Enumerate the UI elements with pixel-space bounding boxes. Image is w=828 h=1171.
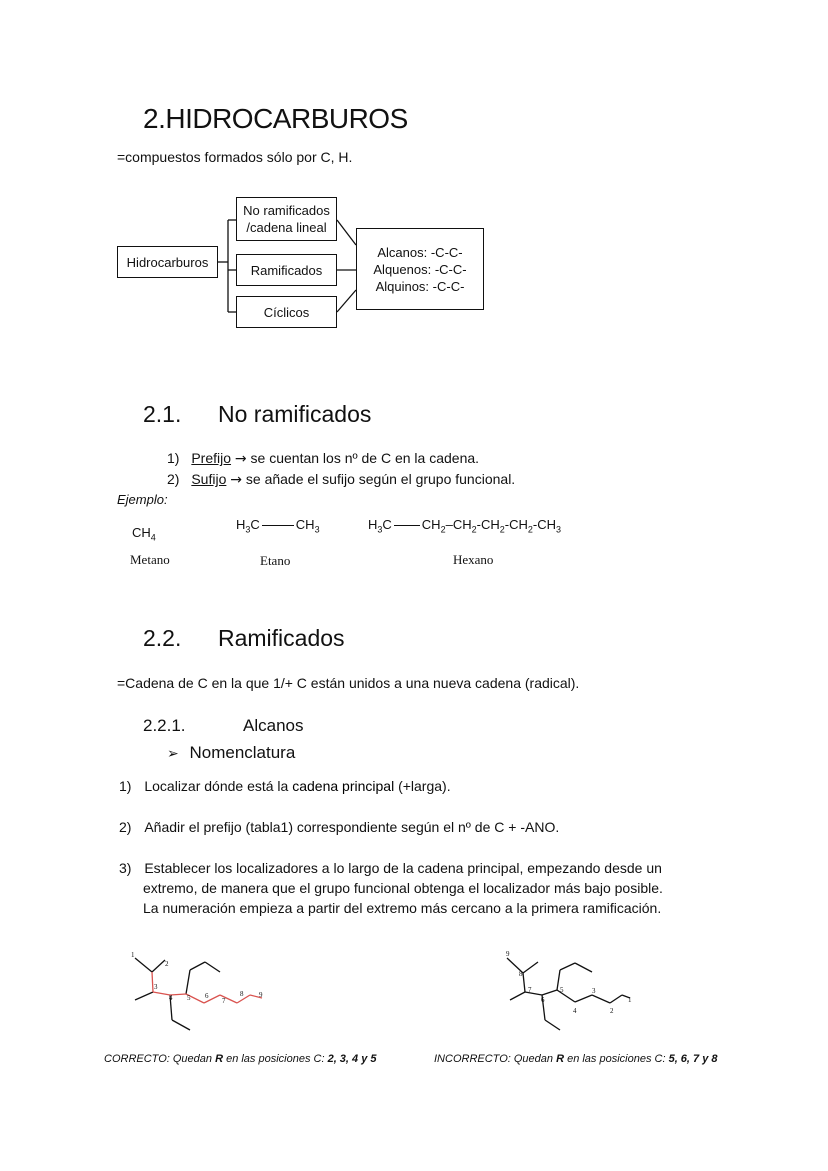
locant-left-2: 2: [165, 960, 169, 968]
bullet-nomenclatura: [167, 743, 295, 763]
page-title: 2.HIDROCARBUROS: [143, 103, 408, 134]
diagram-ciclicos-label: Cíclicos: [263, 304, 310, 320]
name-metano: Metano: [130, 552, 170, 567]
section-2-1-title: No ramificados: [218, 401, 372, 427]
locant-right-1: 1: [628, 996, 632, 1004]
diagram-no-ramificados-line1: No ramificados: [243, 203, 330, 218]
rule-number: 1): [119, 778, 132, 794]
locant-left-9: 9: [259, 991, 263, 999]
locant-right-2: 2: [610, 1007, 614, 1015]
caption-text: en las posiciones C:: [564, 1053, 669, 1065]
formula-hexano: $H_3C$ $CH_2-CH_2-CH_2-CH_2-CH_3$: [368, 517, 561, 535]
section-2-2-number: 2.2.: [143, 625, 182, 651]
diagram-ramificados-label: Ramificados: [250, 262, 323, 278]
locant-right-6: 6: [541, 996, 545, 1004]
locant-left-7: 7: [222, 997, 226, 1005]
caption-text: CORRECTO: Quedan: [104, 1053, 216, 1065]
locant-left-3: 3: [154, 983, 158, 991]
rule-text: a lo largo de la cadena principal, empezando desde un: [317, 860, 662, 876]
prefijo-term: Prefijo: [191, 450, 232, 466]
locant-right-9: 9: [506, 950, 510, 958]
subsection-2-2-1-number: 2.2.1.: [143, 716, 186, 735]
rule-text: Establecer los: [144, 860, 237, 876]
rule-text: (+larga).: [394, 778, 451, 794]
caption-text: en las posiciones C:: [223, 1053, 328, 1065]
skeletal-formulas: [0, 940, 828, 1050]
arrow-right-icon: →: [230, 472, 242, 488]
diagram-alquenos: Alquenos: -C-C-: [373, 261, 467, 277]
rule-highlight: -ANO.: [520, 819, 560, 835]
locant-left-4: 4: [169, 994, 173, 1002]
locant-left-6: 6: [205, 992, 209, 1000]
page-subtitle: =compuestos formados sólo por C, H.: [117, 149, 353, 165]
caption-positions: 2, 3, 4 y 5: [327, 1053, 377, 1065]
rule-3-line-3: La numeración empieza a partir del extremo más cercano a la primera ramificación.: [143, 900, 662, 916]
locant-right-8: 8: [519, 970, 523, 978]
rule-2: [119, 819, 559, 835]
caption-r: R: [556, 1053, 565, 1065]
example-label: Ejemplo:: [117, 492, 168, 507]
caption-r: R: [215, 1053, 224, 1065]
locant-left-8: 8: [240, 990, 244, 998]
skeletal-right: [507, 958, 630, 1030]
diagram-root-label: Hidrocarburos: [126, 254, 209, 270]
caption-incorrect: [434, 1053, 718, 1065]
locant-left-5: 5: [187, 994, 191, 1002]
list-item-number: 2): [167, 471, 180, 487]
formula-etano: $H_3C$ $CH_3$: [236, 517, 320, 535]
locant-right-4: 4: [573, 1007, 577, 1015]
section-2-2-title: Ramificados: [218, 625, 345, 651]
rule-3-line-2: [143, 880, 663, 896]
ramificados-definition: =Cadena de C en la que 1/+ C están unidos a una nueva cadena (radical).: [117, 675, 580, 691]
arrow-right-icon: →: [234, 451, 247, 467]
list-item-sufijo: [167, 471, 515, 488]
rule-highlight: localizadores: [236, 860, 318, 876]
caption-positions: 5, 6, 7 y 8: [668, 1053, 718, 1065]
formula-metano: $CH_4$: [132, 525, 156, 543]
sufijo-term: Sufijo: [191, 471, 227, 487]
caption-correct: [104, 1053, 377, 1065]
rule-text: extremo, de manera que el grupo funcional obtenga el localizador: [143, 880, 554, 896]
name-etano: Etano: [260, 553, 291, 568]
section-2-1-number: 2.1.: [143, 401, 182, 427]
arrowhead-bullet-icon: ➢: [167, 746, 179, 762]
name-hexano: Hexano: [453, 552, 494, 567]
locant-right-5: 5: [560, 986, 564, 994]
locant-left-1: 1: [131, 951, 135, 959]
subsection-2-2-1-title: Alcanos: [243, 716, 304, 735]
rule-number: 3): [119, 860, 132, 876]
diagram-alcanos: Alcanos: -C-C-: [377, 244, 463, 260]
list-item-prefijo: [167, 450, 479, 467]
rule-text: Añadir el: [144, 819, 204, 835]
diagram-alquinos: Alquinos: -C-C-: [375, 278, 465, 294]
rule-1: [119, 778, 451, 794]
rule-number: 2): [119, 819, 132, 835]
locant-right-7: 7: [528, 986, 532, 994]
rule-highlight: cadena principal: [292, 778, 395, 794]
rule-text: Localizar dónde está la: [144, 778, 293, 794]
diagram-no-ramificados-line2: /cadena lineal: [246, 220, 327, 235]
rule-highlight: más bajo posible.: [553, 880, 663, 896]
rule-3-line-1: [119, 860, 662, 876]
rule-highlight: prefijo: [203, 819, 242, 835]
rule-text: (tabla1) correspondiente según el nº de C +: [241, 819, 521, 835]
diagram-connectors: [0, 0, 828, 400]
prefijo-description: se cuentan los nº de C en la cadena.: [246, 450, 480, 466]
caption-text: INCORRECTO: Quedan: [434, 1053, 557, 1065]
bullet-label: Nomenclatura: [189, 743, 296, 762]
locant-right-3: 3: [592, 987, 596, 995]
list-item-number: 1): [167, 450, 180, 466]
sufijo-description: se añade el sufijo según el grupo funcional.: [242, 471, 516, 487]
